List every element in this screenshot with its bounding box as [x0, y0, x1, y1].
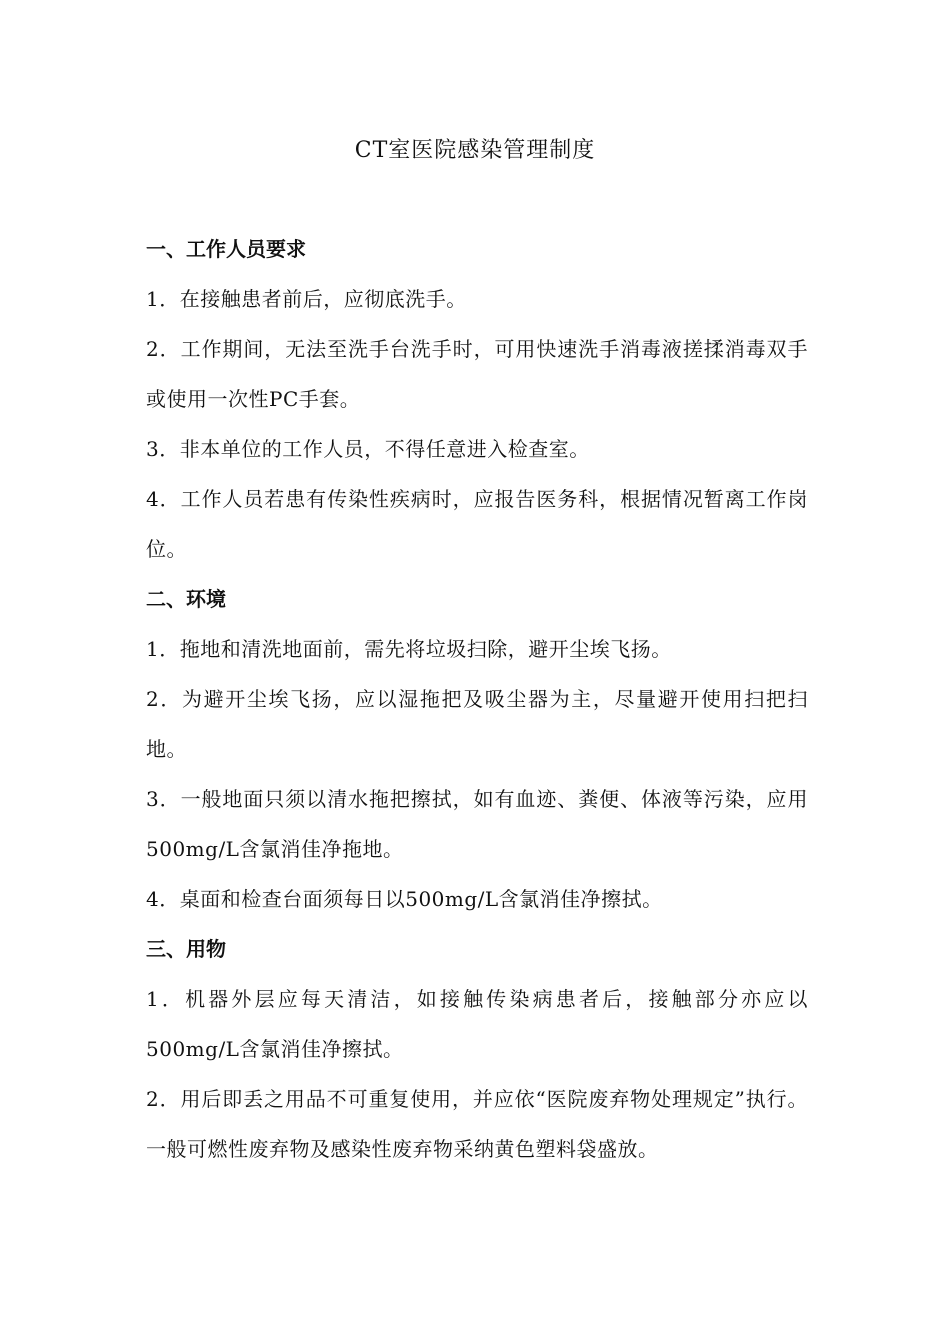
section-heading: 二、环境: [146, 587, 226, 611]
document-title: CT室医院感染管理制度: [354, 138, 596, 163]
list-item: 1．在接触患者前后，应彻底洗手。: [146, 287, 467, 311]
list-item: 3．一般地面只须以清水拖把擦拭，如有血迹、粪便、体液等污染，应用500mg/L含氯消佳净拖地。: [146, 787, 808, 861]
section-staff-requirements: [146, 234, 808, 574]
list-item: 4．工作人员若患有传染性疾病时，应报告医务科，根据情况暂离工作岗位。: [146, 487, 808, 561]
list-item: 1．拖地和清洗地面前，需先将垃圾扫除，避开尘埃飞扬。: [146, 637, 672, 661]
list-item: 2．用后即丢之用品不可重复使用，并应依“医院废弃物处理规定”执行。一般可燃性废弃物及感染性废弃物采纳黄色塑料袋盛放。: [146, 1087, 808, 1161]
list-item: 1．机器外层应每天清洁，如接触传染病患者后，接触部分亦应以500mg/L含氯消佳净擦拭。: [146, 987, 808, 1061]
section-supplies: [146, 934, 808, 1174]
list-item: 4．桌面和检查台面须每日以500mg/L含氯消佳净擦拭。: [146, 887, 663, 911]
section-heading: 三、用物: [146, 937, 226, 961]
section-heading: 一、工作人员要求: [146, 237, 306, 261]
section-environment: [146, 584, 808, 914]
document-body: [146, 234, 808, 1184]
list-item: 3．非本单位的工作人员，不得任意进入检查室。: [146, 437, 590, 461]
list-item: 2．为避开尘埃飞扬，应以湿拖把及吸尘器为主，尽量避开使用扫把扫地。: [146, 687, 808, 761]
list-item: 2．工作期间，无法至洗手台洗手时，可用快速洗手消毒液搓揉消毒双手或使用一次性PC手套。: [146, 337, 808, 411]
